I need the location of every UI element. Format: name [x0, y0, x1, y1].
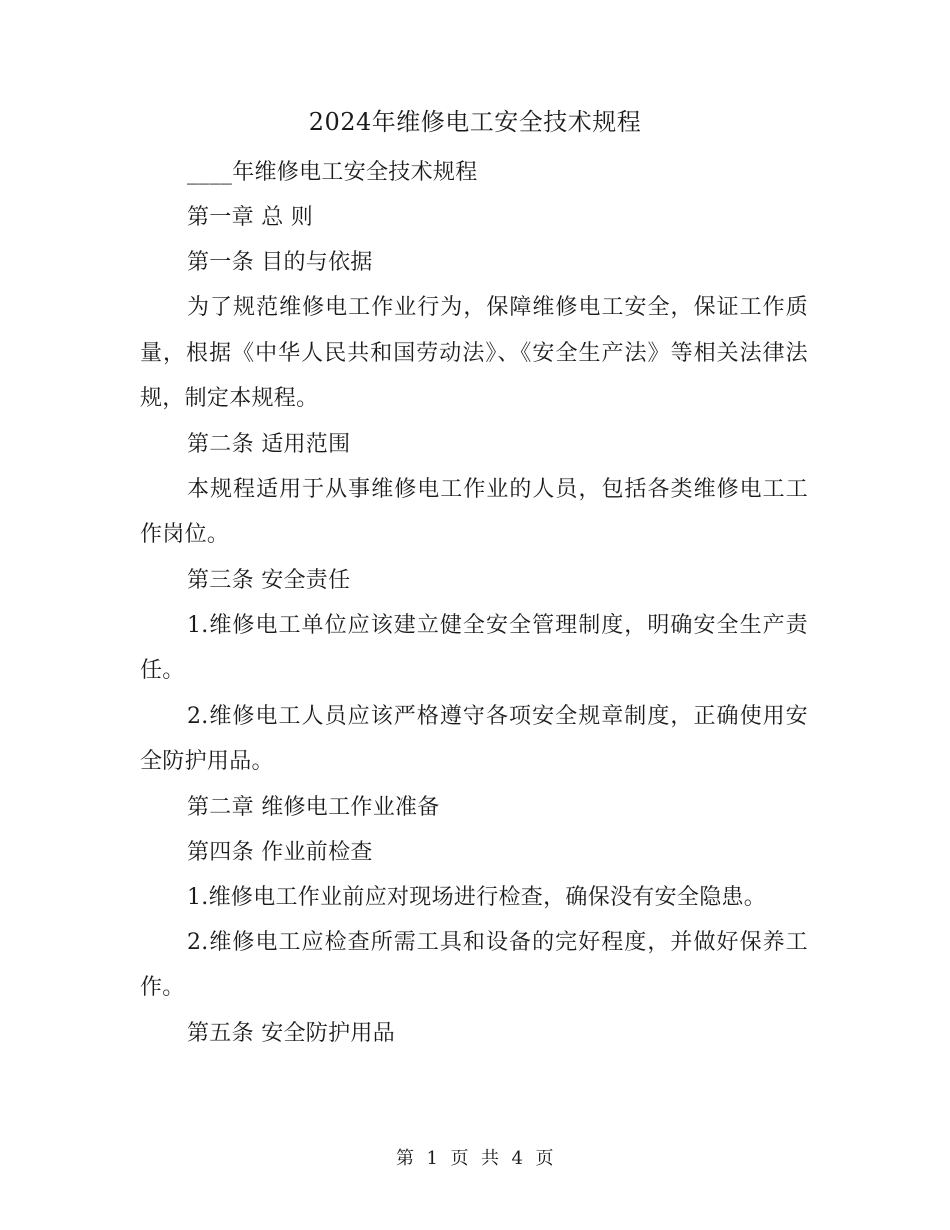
footer-page-label: 第 [396, 1148, 415, 1169]
article-heading: 第一条 目的与依据 [187, 250, 373, 275]
footer-total-label: 共 [481, 1148, 500, 1169]
footer-current-page: 1 [426, 1148, 439, 1169]
footer-page-unit: 页 [450, 1148, 469, 1169]
document-body [140, 150, 808, 1056]
chapter-heading: 第二章 维修电工作业准备 [187, 794, 440, 820]
article-heading: 第二条 适用范围 [187, 431, 351, 457]
paragraph-subtitle: ____年维修电工安全技术规程 [187, 160, 478, 185]
chapter-heading: 第一章 总 则 [187, 205, 314, 230]
list-item: 2.维修电工应检查所需工具和设备的完好程度，并做好保养工作。 [140, 929, 808, 1000]
article-heading: 第五条 安全防护用品 [187, 1020, 395, 1046]
footer-total-pages: 4 [511, 1148, 524, 1169]
page-footer [0, 1146, 950, 1172]
list-item: 2.维修电工人员应该严格遵守各项安全规章制度，正确使用安全防护用品。 [140, 703, 808, 774]
list-item: 1.维修电工作业前应对现场进行检查，确保没有安全隐患。 [187, 884, 767, 910]
article-heading: 第三条 安全责任 [187, 567, 351, 593]
list-item: 1.维修电工单位应该建立健全安全管理制度，明确安全生产责任。 [140, 612, 808, 683]
footer-total-unit: 页 [535, 1148, 554, 1169]
document-title: 2024年维修电工安全技术规程 [308, 108, 642, 136]
paragraph-text: 本规程适用于从事维修电工作业的人员，包括各类维修电工工作岗位。 [140, 476, 808, 547]
paragraph-text: 为了规范维修电工作业行为，保障维修电工安全，保证工作质量，根据《中华人民共和国劳动法》、《安全生产法》等相关法律法规，制定本规程。 [140, 295, 808, 411]
article-heading: 第四条 作业前检查 [187, 839, 373, 865]
